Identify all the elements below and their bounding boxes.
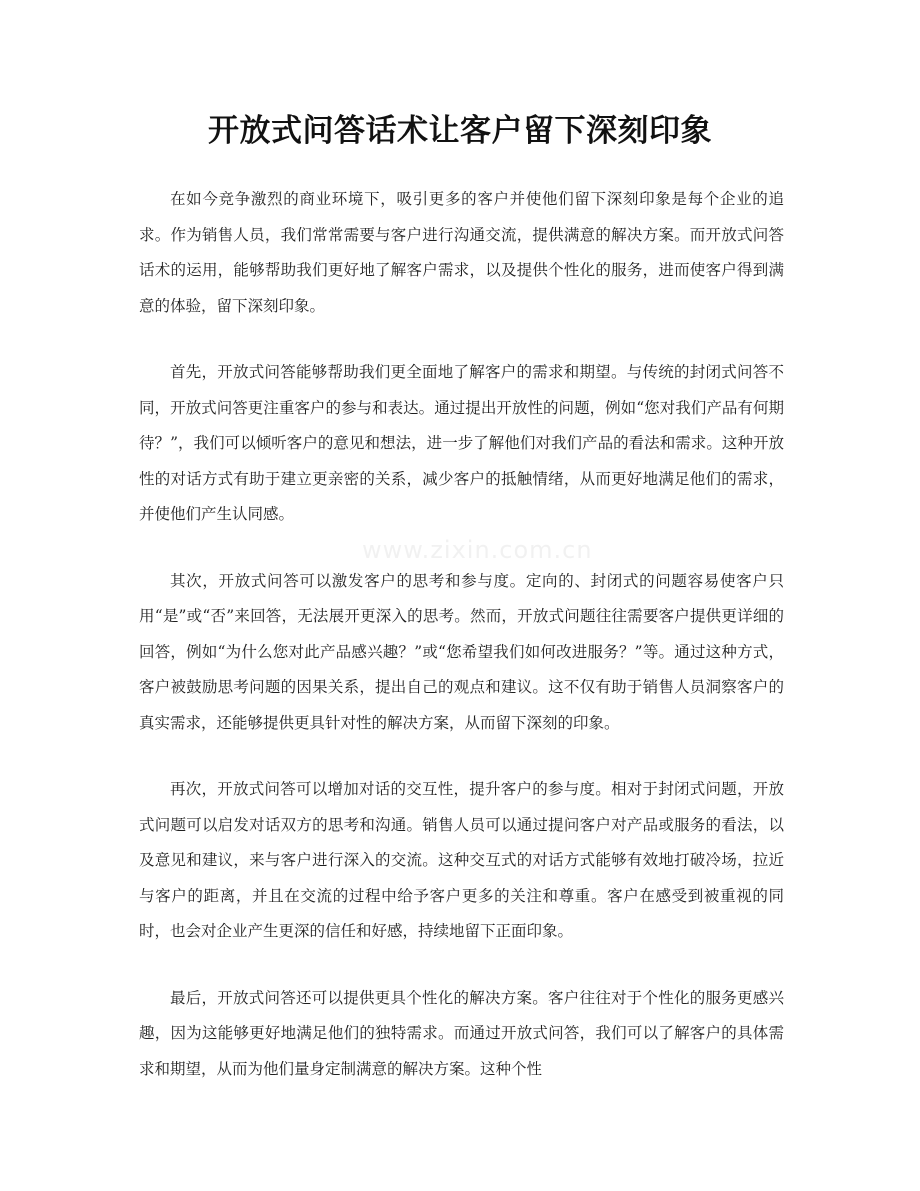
watermark: www.zixin.com.cn (362, 536, 593, 564)
document-title: 开放式问答话术让客户留下深刻印象 (208, 113, 712, 149)
paragraph-last: 最后，开放式问答还可以提供更具个性化的解决方案。客户往往对于个性化的服务更感兴趣，因为这能够更好地满足他们的独特需求。而通过开放式问答，我们可以了解客户的具体需求和期望，从而为他们量身定制满意的解决方案。这种个性 (139, 988, 784, 1078)
document-body (139, 182, 784, 1118)
paragraph-third: 再次，开放式问答可以增加对话的交互性，提升客户的参与度。相对于封闭式问题，开放式问题可以启发对话双方的思考和沟通。销售人员可以通过提问客户对产品或服务的看法，以及意见和建议，来与客户进行深入的交流。这种交互式的对话方式能够有效地打破冷场，拉近与客户的距离，并且在交流的过程中给予客户更多的关注和尊重。客户在感受到被重视的同时，也会对企业产生更深的信任和好感，持续地留下正面印象。 (139, 780, 784, 940)
paragraph-intro: 在如今竞争激烈的商业环境下，吸引更多的客户并使他们留下深刻印象是每个企业的追求。作为销售人员，我们常常需要与客户进行沟通交流，提供满意的解决方案。而开放式问答话术的运用，能够帮助我们更好地了解客户需求，以及提供个性化的服务，进而使客户得到满意的体验，留下深刻印象。 (139, 190, 784, 315)
paragraph-first: 首先，开放式问答能够帮助我们更全面地了解客户的需求和期望。与传统的封闭式问答不同，开放式问答更注重客户的参与和表达。通过提出开放性的问题，例如“您对我们产品有何期待？”，我们可以倾听客户的意见和想法，进一步了解他们对我们产品的看法和需求。这种开放性的对话方式有助于建立更亲密的关系，减少客户的抵触情绪，从而更好地满足他们的需求，并使他们产生认同感。 (139, 363, 784, 523)
paragraph-second: 其次，开放式问答可以激发客户的思考和参与度。定向的、封闭式的问题容易使客户只用“是”或“否”来回答，无法展开更深入的思考。然而，开放式问题往往需要客户提供更详细的回答，例如“为什么您对此产品感兴趣？”或“您希望我们如何改进服务？”等。通过这种方式，客户被鼓励思考问题的因果关系，提出自己的观点和建议。这不仅有助于销售人员洞察客户的真实需求，还能够提供更具针对性的解决方案，从而留下深刻的印象。 (139, 571, 784, 732)
